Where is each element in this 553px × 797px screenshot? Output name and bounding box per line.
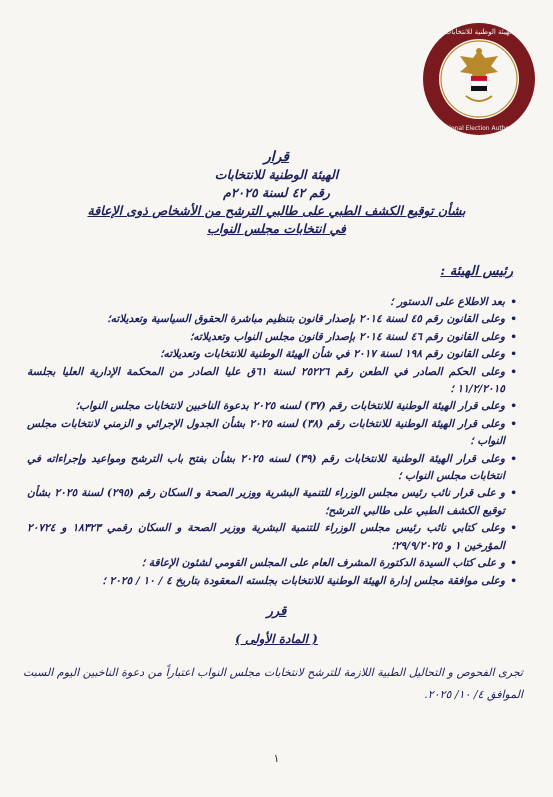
page-number: ١ — [273, 752, 280, 765]
clause-item: • وعلى قرار الهيئة الوطنية للانتخابات رقم (٣٨) لسنه ٢٠٢٥ بشأن الجدول الإجرائي و الزمني لانتخابات مجلس النواب ؛ — [27, 416, 517, 451]
president-label: رئيس الهيئة : — [440, 264, 513, 279]
decree-title-block — [0, 148, 553, 238]
national-election-authority-logo — [420, 20, 538, 138]
decree-subject-line2: في انتخابات مجلس النواب — [207, 221, 346, 236]
decree-number: رقم ٤٢ لسنة ٢٠٢٥م — [223, 185, 330, 200]
decision-label: قرر — [266, 604, 287, 619]
decree-subject-line1: بشأن توقيع الكشف الطبي على طالبي الترشح من الأشخاص ذوى الإعاقة — [87, 203, 466, 218]
seal-text-top: الهيئة الوطنية للانتخابات — [444, 28, 514, 36]
authority-name: الهيئة الوطنية للانتخابات — [214, 167, 339, 182]
clause-item: • وعلى كتابي نائب رئيس مجلس الوزراء للتنمية البشرية ووزير الصحة و السكان رقمي ١٨٣٢٣ و ٢٠٧٢٤ المؤرخين ١ و ٢٩/٩/٢٠٢٥؛ — [27, 520, 517, 555]
preamble-clauses — [27, 294, 517, 590]
article-label: ( المادة الأولى ) — [235, 632, 318, 646]
decree-heading: قرار — [263, 149, 290, 165]
clause-item: • بعد الاطلاع على الدستور ؛ — [27, 294, 517, 311]
clause-item: • وعلى موافقة مجلس إدارة الهيئة الوطنية للانتخابات بجلسته المعقودة بتاريخ ٤ / ١٠ / ٢٠٢٥ ؛ — [27, 573, 517, 590]
clause-item: • وعلى قرار الهيئة الوطنية للانتخابات رقم (٣٩) لسنه ٢٠٢٥ بشأن بفتح باب الترشح ومواعيد وإجراءاته في انتخابات مجلس النواب ؛ — [27, 451, 517, 486]
article-text: تجرى الفحوص و التحاليل الطبية اللازمة للترشح لانتخابات مجلس النواب اعتباراً من دعوة الناخبين اليوم السبت الموافق ٤/ ١٠/ ٢٠٢٥. — [23, 666, 523, 701]
clause-item: • وعلى الحكم الصادر في الطعن رقم ٢٥٢٢٦ لسنة ٦١ق عليا الصادر من المحكمة الإدارية العليا بجلسة ١١/٢/٢٠١٥ ؛ — [27, 364, 517, 399]
clause-item: • وعلى القانون رقم ٤٦ لسنة ٢٠١٤ بإصدار قانون مجلس النواب وتعديلاته؛ — [27, 329, 517, 346]
clause-item: • و على قرار نائب رئيس مجلس الوزراء للتنمية البشرية ووزير الصحة و السكان رقم (٢٩٥) لسنة ٢٠٢٥ بشأن توقيع الكشف الطبي على طالبي الترشح؛ — [27, 485, 517, 520]
clause-item: • و على كتاب السيدة الدكتورة المشرف العام على المجلس القومي لشئون الإعاقة ؛ — [27, 555, 517, 572]
seal-icon — [420, 20, 538, 138]
clause-item: • وعلى القانون رقم ٤٥ لسنة ٢٠١٤ بإصدار قانون بتنظيم مباشرة الحقوق السياسية وتعديلاته؛ — [27, 311, 517, 328]
clause-item: • وعلى القانون رقم ١٩٨ لسنة ٢٠١٧ في شأن الهيئة الوطنية للانتخابات وتعديلاته؛ — [27, 346, 517, 363]
clause-item: • وعلى قرار الهيئة الوطنية للانتخابات رقم (٣٧) لسنه ٢٠٢٥ بدعوة الناخبين لانتخابات مجلس النواب؛ — [27, 398, 517, 415]
seal-text-bottom: National Election Authority — [438, 125, 520, 132]
